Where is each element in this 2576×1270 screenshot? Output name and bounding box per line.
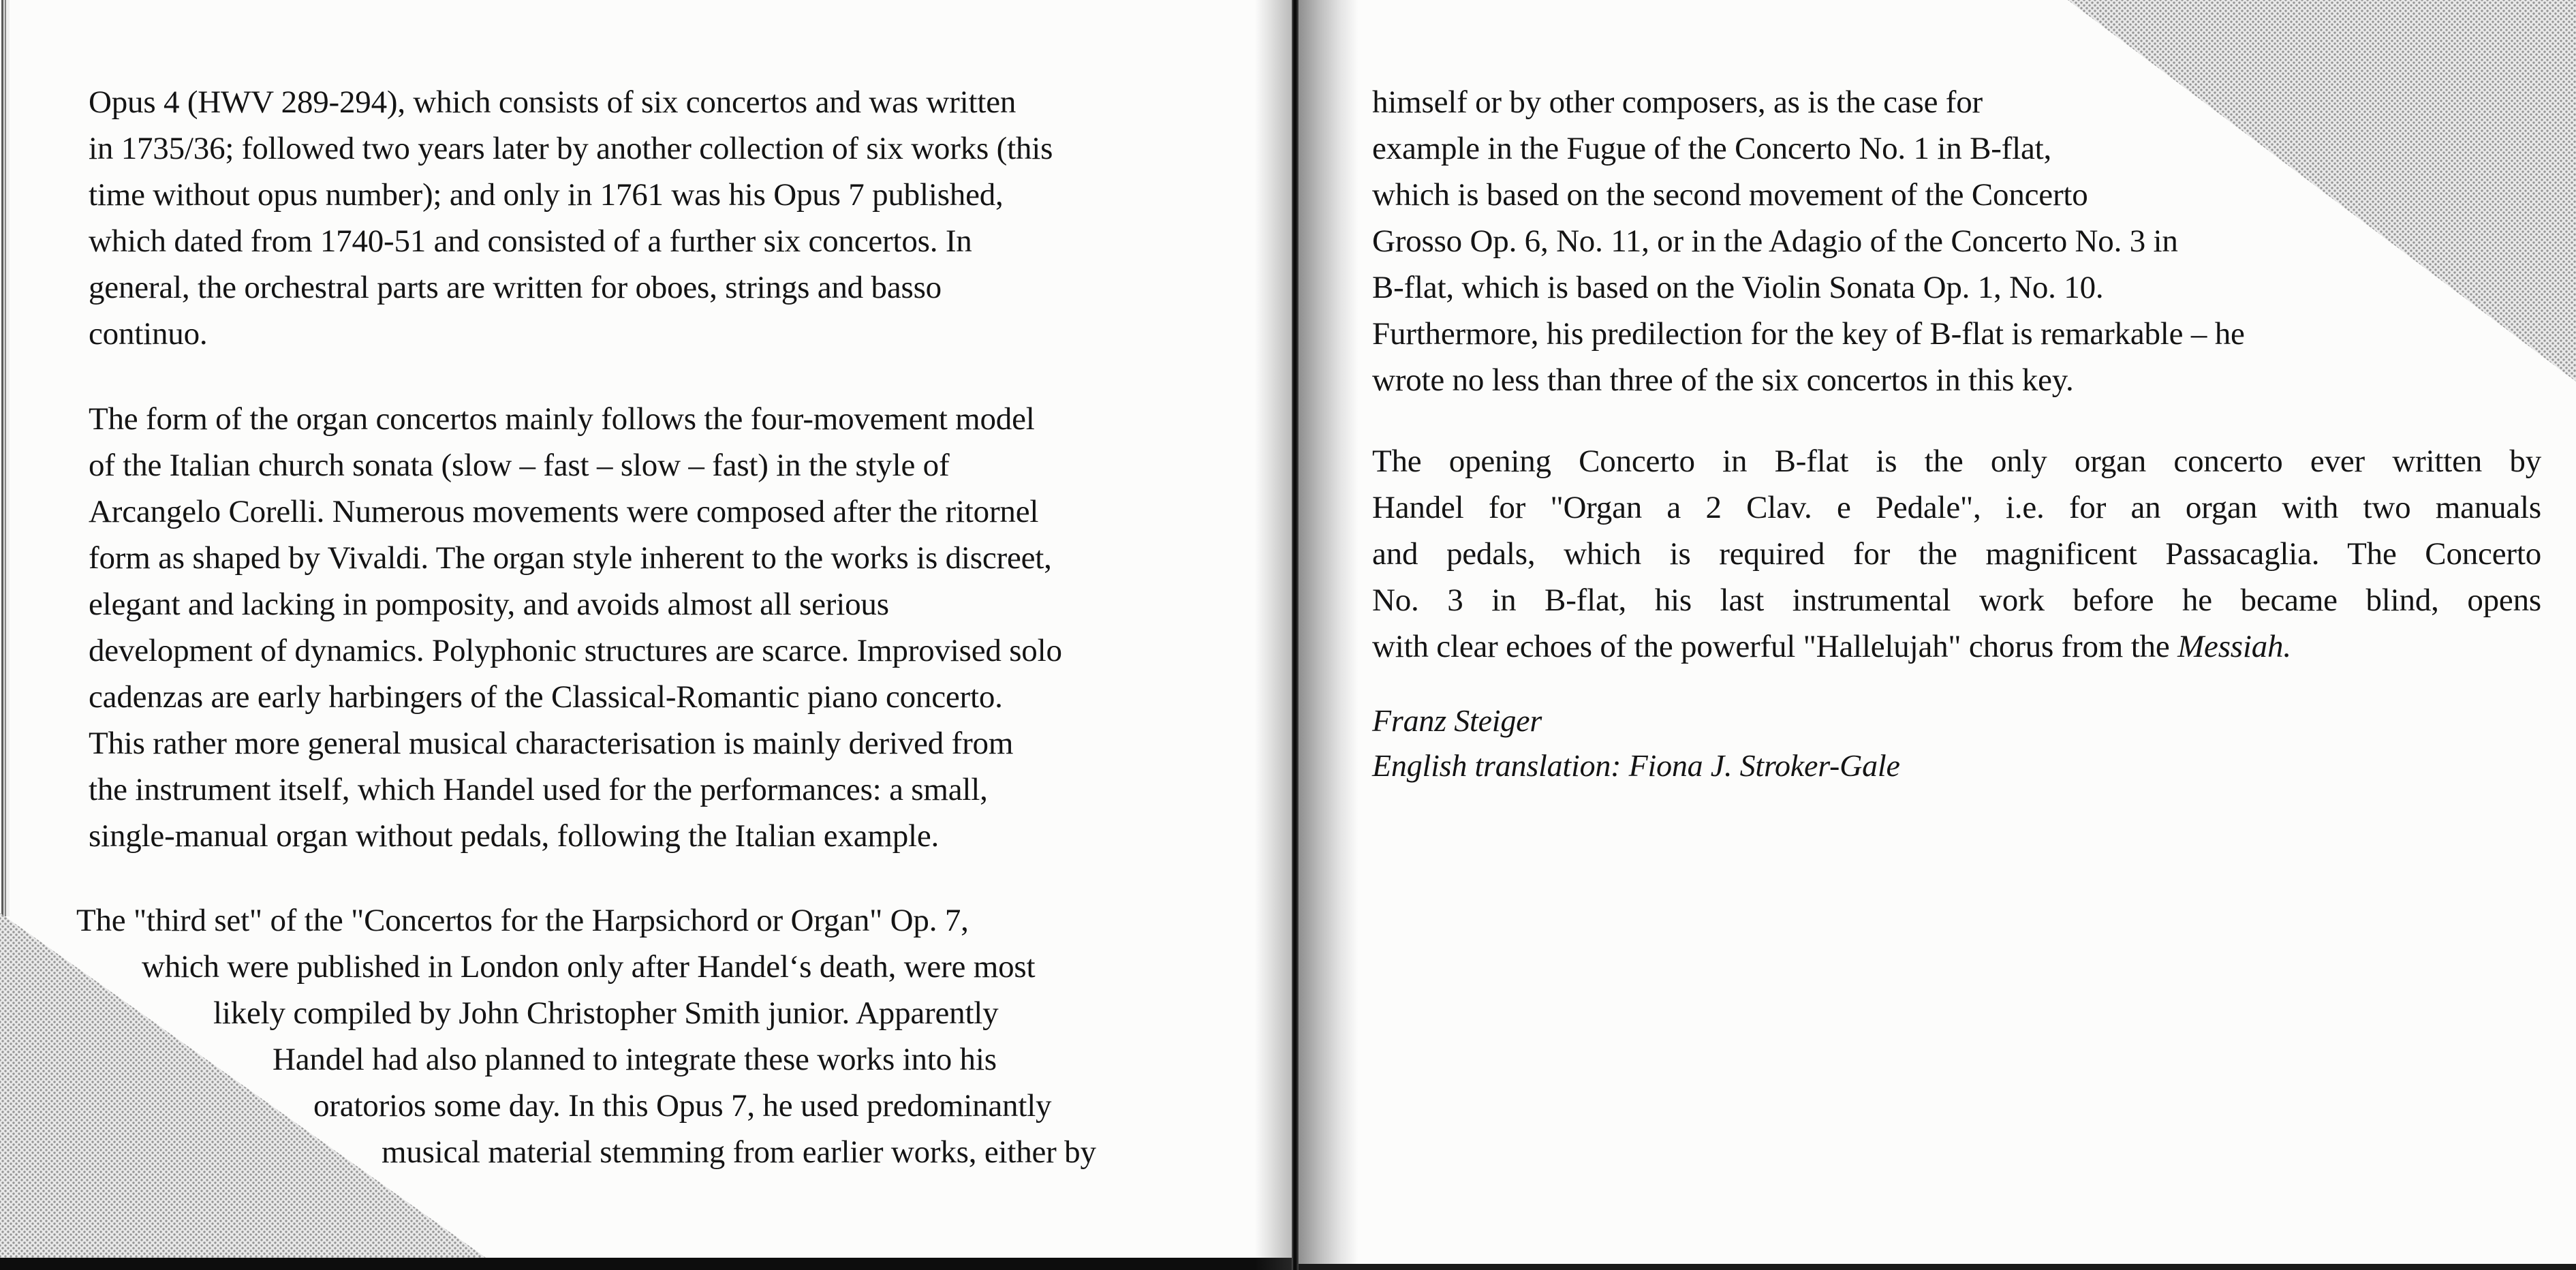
spine-gutter-line (1292, 0, 1299, 1270)
text-line: time without opus number); and only in 1761 was his Opus 7 published, (89, 177, 1004, 213)
text-segment: with clear echoes of the powerful "Hallelujah" chorus from the (1372, 629, 2178, 664)
text-line: cadenzas are early harbingers of the Classical-Romantic piano concerto. (89, 679, 1003, 715)
text-line: Arcangelo Corelli. Numerous movements were composed after the ritornel (89, 494, 1039, 529)
text-line: of the Italian church sonata (slow – fast – slow – fast) in the style of (89, 448, 950, 483)
text-line: the instrument itself, which Handel used for the performances: a small, (89, 772, 988, 807)
text-line (1372, 623, 2541, 670)
paragraph-opening-concerto (1372, 438, 2541, 670)
text-line: musical material stemming from earlier works, either by (382, 1134, 1096, 1170)
text-line: Opus 4 (HWV 289-294), which consists of six concertos and was written (89, 84, 1017, 120)
text-line: in 1735/36; followed two years later by another collection of six works (this (89, 131, 1053, 166)
text-line: Handel had also planned to integrate these works into his (273, 1042, 997, 1077)
text-line: Grosso Op. 6, No. 11, or in the Adagio of the Concerto No. 3 in (1372, 223, 2178, 259)
bottom-scan-strip-right (1299, 1264, 2576, 1270)
text-line: elegant and lacking in pomposity, and avoids almost all serious (89, 587, 889, 622)
page-edge-scan-line (1, 0, 10, 916)
messiah-italic-text: Messiah. (2177, 629, 2291, 664)
text-line: which dated from 1740-51 and consisted of a further six concertos. In (89, 223, 972, 259)
byline (1372, 698, 1900, 788)
byline-translator: English translation: Fiona J. Stroker-Gale (1372, 748, 1900, 783)
byline-author: Franz Steiger (1372, 703, 1542, 738)
text-line: which is based on the second movement of the Concerto (1372, 177, 2088, 213)
text-line: B-flat, which is based on the Violin Sonata Op. 1, No. 10. (1372, 270, 2104, 305)
spine-shadow-left (1255, 0, 1292, 1270)
paragraph-opus4 (89, 79, 1053, 357)
bottom-scan-strip-left (0, 1258, 1292, 1270)
text-line: single-manual organ without pedals, following the Italian example. (89, 818, 940, 854)
paragraph-concerto-form (89, 396, 1062, 859)
text-line: likely compiled by John Christopher Smith junior. Apparently (213, 995, 999, 1031)
text-line: general, the orchestral parts are written for oboes, strings and basso (89, 270, 942, 305)
text-line: Handel for "Organ a 2 Clav. e Pedale", i.e. for an organ with two manuals (1372, 490, 2541, 525)
text-line: The form of the organ concertos mainly follows the four-movement model (89, 401, 1035, 437)
text-line: wrote no less than three of the six concertos in this key. (1372, 362, 2074, 398)
text-line: Furthermore, his predilection for the key of B-flat is remarkable – he (1372, 316, 2245, 352)
paragraph-third-set (76, 897, 1096, 1175)
text-line: The "third set" of the "Concertos for the Harpsichord or Organ" Op. 7, (76, 903, 969, 938)
text-line: continuo. (89, 316, 208, 352)
text-line: The opening Concerto in B-flat is the only organ concerto ever written by (1372, 444, 2541, 479)
text-line: and pedals, which is required for the magnificent Passacaglia. The Concerto (1372, 536, 2541, 572)
text-line: example in the Fugue of the Concerto No. 1 in B-flat, (1372, 131, 2052, 166)
text-line: This rather more general musical characterisation is mainly derived from (89, 726, 1014, 761)
text-line: No. 3 in B-flat, his last instrumental work before he became blind, opens (1372, 583, 2541, 618)
right-page (1299, 0, 2576, 1270)
text-line: oratorios some day. In this Opus 7, he used predominantly (313, 1088, 1052, 1124)
text-line: himself or by other composers, as is the case for (1372, 84, 1983, 120)
paragraph-himself-or-others (1372, 79, 2245, 403)
text-line: which were published in London only after Handel‘s death, were most (142, 949, 1036, 985)
text-line: form as shaped by Vivaldi. The organ style inherent to the works is discreet, (89, 540, 1052, 576)
text-line: development of dynamics. Polyphonic structures are scarce. Improvised solo (89, 633, 1062, 668)
